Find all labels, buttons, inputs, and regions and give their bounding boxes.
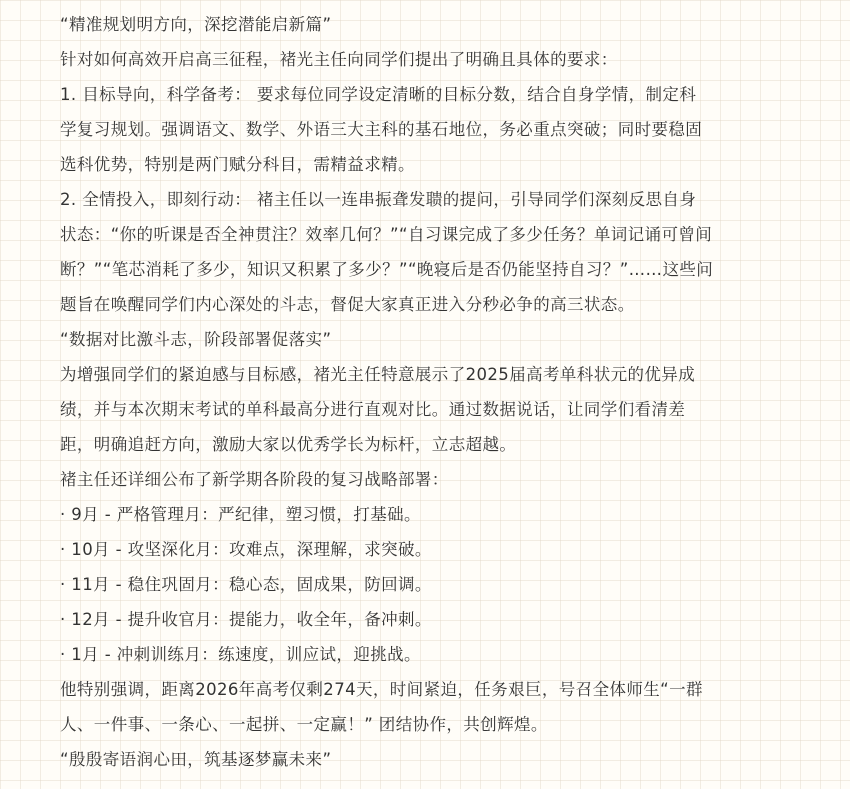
schedule-item-november: · 11月 - 稳住巩固月：稳心态，固成果，防回调。 xyxy=(60,575,432,594)
paragraph-line: 绩，并与本次期末考试的单科最高分进行直观对比。通过数据说话，让同学们看清差 xyxy=(60,400,686,419)
section-heading-message: “殷殷寄语润心田，筑基逐梦赢未来” xyxy=(60,750,332,769)
paragraph-line: 他特别强调，距离2026年高考仅剩274天，时间紧迫，任务艰巨，号召全体师生“一群 xyxy=(60,680,703,699)
paragraph-line: 距，明确追赶方向，激励大家以优秀学长为标杆，立志超越。 xyxy=(60,435,517,454)
schedule-item-december: · 12月 - 提升收官月：提能力，收全年，备冲刺。 xyxy=(60,610,432,629)
paragraph-line: 针对如何高效开启高三征程，褚光主任向同学们提出了明确且具体的要求： xyxy=(60,50,618,69)
article-body xyxy=(60,7,785,777)
paragraph-line: 2. 全情投入，即刻行动： 褚主任以一连串振聋发聩的提问，引导同学们深刻反思自身 xyxy=(60,190,697,209)
paragraph-line: 1. 目标导向，科学备考： 要求每位同学设定清晰的目标分数，结合自身学情，制定科 xyxy=(60,85,697,104)
paragraph-line: 为增强同学们的紧迫感与目标感，褚光主任特意展示了2025届高考单科状元的优异成 xyxy=(60,365,696,384)
paragraph-line: 学复习规划。强调语文、数学、外语三大主科的基石地位，务必重点突破；同时要稳固 xyxy=(60,120,703,139)
paragraph-line: 断？”“笔芯消耗了多少，知识又积累了多少？”“晚寝后是否仍能坚持自习？”……这些问 xyxy=(60,260,714,279)
section-heading-planning: “精准规划明方向，深挖潜能启新篇” xyxy=(60,15,332,34)
paragraph-line: 人、一件事、一条心、一起拼、一定赢！” 团结协作，共创辉煌。 xyxy=(60,715,548,734)
section-heading-data: “数据对比激斗志，阶段部署促落实” xyxy=(60,330,332,349)
paragraph-line: 题旨在唤醒同学们内心深处的斗志，督促大家真正进入分秒必争的高三状态。 xyxy=(60,295,635,314)
paragraph-line: 选科优势，特别是两门赋分科目，需精益求精。 xyxy=(60,155,415,174)
schedule-item-october: · 10月 - 攻坚深化月：攻难点，深理解，求突破。 xyxy=(60,540,432,559)
paragraph-line: 褚主任还详细公布了新学期各阶段的复习战略部署： xyxy=(60,470,449,489)
schedule-item-january: · 1月 - 冲刺训练月：练速度，训应试，迎挑战。 xyxy=(60,645,421,664)
paragraph-line: 状态：“你的听课是否全神贯注？效率几何？”“自习课完成了多少任务？单词记诵可曾间 xyxy=(60,225,713,244)
schedule-item-september: · 9月 - 严格管理月：严纪律，塑习惯，打基础。 xyxy=(60,505,421,524)
